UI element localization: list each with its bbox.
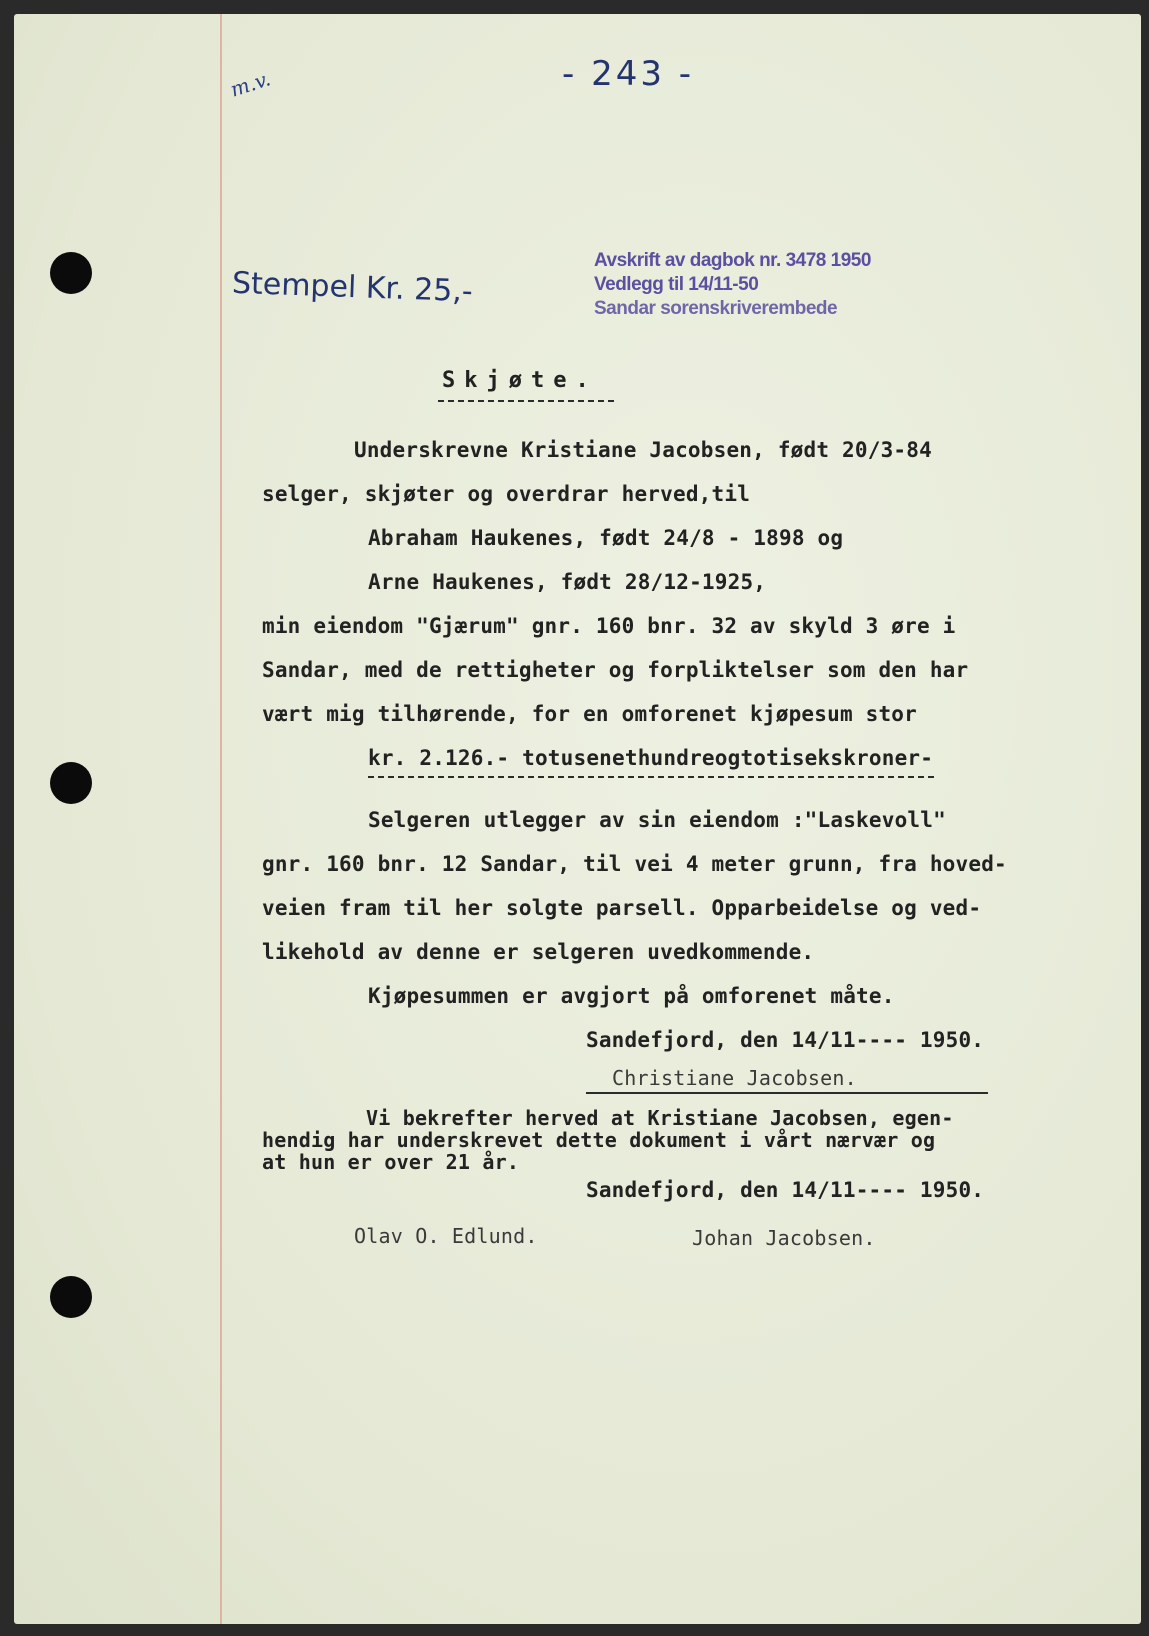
seller-signature: Christiane Jacobsen. (612, 1066, 857, 1090)
body-line: Abraham Haukenes, født 24/8 - 1898 og (368, 526, 844, 550)
register-stamp-line1: Avskrift av dagbok nr. 3478 1950 (594, 250, 871, 271)
body-line: Arne Haukenes, født 28/12-1925, (368, 570, 767, 594)
witness-text-line: at hun er over 21 år. (262, 1150, 520, 1174)
body-line: Underskrevne Kristiane Jacobsen, født 20/3-84 (354, 438, 932, 462)
body-line: gnr. 160 bnr. 12 Sandar, til vei 4 meter grunn, fra hoved- (262, 852, 1007, 876)
margin-scribble: m.v. (227, 66, 274, 102)
body-line: selger, skjøter og overdrar herved,til (262, 482, 751, 506)
witness-text-line: hendig har underskrevet dette dokument i vårt nærvær og (262, 1128, 936, 1152)
stamp-fee-note: Stempel Kr. 25,- (231, 265, 474, 310)
title-underline (438, 400, 614, 402)
body-line: Kjøpesummen er avgjort på omforenet måte. (368, 984, 895, 1008)
purchase-sum: kr. 2.126.- totusenethundreogtotisekskroner- (368, 746, 934, 770)
document-page (14, 14, 1141, 1624)
body-line: veien fram til her solgte parsell. Opparbeidelse og ved- (262, 896, 982, 920)
page-number: - 243 - (562, 54, 695, 94)
sum-underline (368, 776, 934, 778)
body-line: Selgeren utlegger av sin eiendom :"Laskevoll" (368, 808, 946, 832)
body-line: min eiendom "Gjærum" gnr. 160 bnr. 32 av skyld 3 øre i (262, 614, 956, 638)
punch-hole-top (50, 252, 92, 294)
place-date: Sandefjord, den 14/11---- 1950. (586, 1028, 985, 1052)
body-line: Sandar, med de rettigheter og forpliktelser som den har (262, 658, 969, 682)
body-line: vært mig tilhørende, for en omforenet kjøpesum stor (262, 702, 917, 726)
witness-signature-2: Johan Jacobsen. (692, 1226, 876, 1250)
witness-text-line: Vi bekrefter herved at Kristiane Jacobsen, egen- (366, 1106, 954, 1130)
punch-hole-middle (50, 762, 92, 804)
register-stamp-line2: Vedlegg til 14/11-50 (594, 274, 759, 295)
witness-signature-1: Olav O. Edlund. (354, 1224, 538, 1248)
register-stamp-line3: Sandar sorenskriverembede (594, 298, 838, 319)
signature-line (586, 1092, 988, 1094)
punch-hole-bottom (50, 1276, 92, 1318)
witness-place-date: Sandefjord, den 14/11---- 1950. (586, 1178, 985, 1202)
margin-line (220, 14, 222, 1624)
body-line: likehold av denne er selgeren uvedkommende. (262, 940, 815, 964)
document-title: Skjøte. (442, 368, 598, 393)
